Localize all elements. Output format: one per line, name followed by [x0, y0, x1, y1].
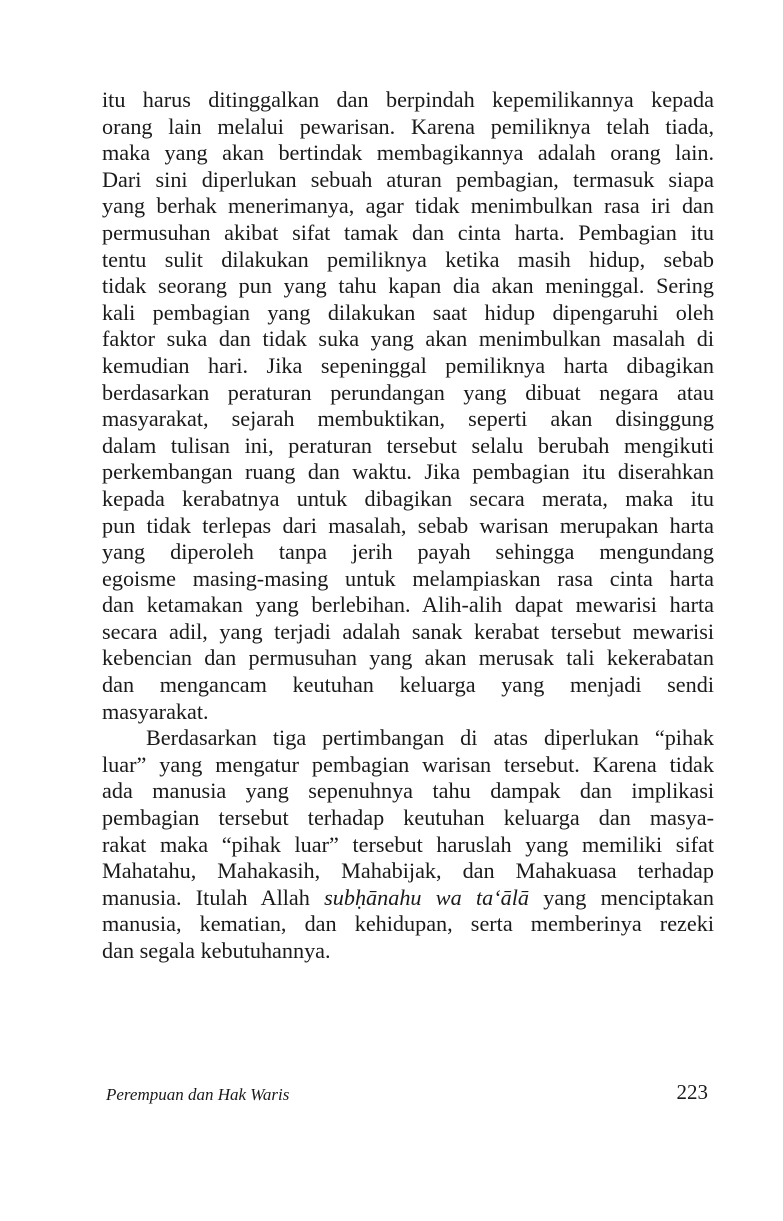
text-line: itu harus ditinggalkan dan berpindah kepemilikannya kepada — [102, 87, 714, 112]
text-line: dan ketamakan yang berlebihan. Alih-alih dapat mewarisi harta — [102, 592, 714, 618]
text-line: yang diperoleh tanpa jerih payah sehingga mengundang — [102, 539, 714, 565]
text-line: pembagian tersebut terhadap keutuhan keluarga dan masya- — [102, 805, 714, 831]
text-line: manusia, kematian, dan kehidupan, serta memberinya rezeki — [102, 911, 714, 937]
paragraph-2 — [102, 725, 714, 964]
running-footer-title: Perempuan dan Hak Waris — [106, 1085, 290, 1104]
text-line: Berdasarkan tiga pertimbangan di atas diperlukan “pihak — [146, 725, 714, 751]
text-line: dalam tulisan ini, peraturan tersebut selalu berubah mengikuti — [102, 432, 714, 458]
text-line: pun tidak terlepas dari masalah, sebab warisan merupakan harta — [102, 512, 714, 538]
paragraph-1 — [102, 87, 714, 725]
text-line: yang berhak menerimanya, agar tidak menimbulkan rasa iri dan — [102, 193, 714, 219]
text-line: Dari sini diperlukan sebuah aturan pembagian, termasuk siapa — [102, 166, 714, 192]
text-line: egoisme masing-masing untuk melampiaskan rasa cinta harta — [102, 565, 714, 591]
text-fragment: manusia. Itulah Allah — [102, 884, 325, 910]
text-line — [102, 885, 714, 912]
body-text — [102, 87, 714, 965]
text-line: tentu sulit dilakukan pemiliknya ketika masih hidup, sebab — [102, 246, 714, 272]
text-line: perkembangan ruang dan waktu. Jika pembagian itu diserahkan — [102, 459, 714, 485]
text-line: faktor suka dan tidak suka yang akan menimbulkan masalah di — [102, 326, 714, 352]
text-line: Mahatahu, Mahakasih, Mahabijak, dan Mahakuasa terhadap — [102, 858, 714, 884]
text-line: rakat maka “pihak luar” tersebut haruslah yang memiliki sifat — [102, 831, 714, 857]
text-line: permusuhan akibat sifat tamak dan cinta harta. Pembagian itu — [102, 219, 714, 245]
text-line: dan mengancam keutuhan keluarga yang menjadi sendi — [102, 672, 714, 698]
text-line: tidak seorang pun yang tahu kapan dia akan meninggal. Sering — [102, 273, 714, 299]
text-line: orang lain melalui pewarisan. Karena pemiliknya telah tiada, — [102, 113, 714, 139]
text-line: dan segala kebutuhannya. — [102, 938, 331, 963]
text-line: kali pembagian yang dilakukan saat hidup dipengaruhi oleh — [102, 299, 714, 325]
text-line: kebencian dan permusuhan yang akan merusak tali kekerabatan — [102, 645, 714, 671]
text-line: masyarakat, sejarah membuktikan, seperti akan disinggung — [102, 406, 714, 432]
text-line: masyarakat. — [102, 698, 209, 724]
transliteration-italic: subḥānahu wa ta‘ālā — [324, 884, 529, 910]
text-line: maka yang akan bertindak membagikannya adalah orang lain. — [102, 140, 714, 166]
text-line: luar” yang mengatur pembagian warisan tersebut. Karena tidak — [102, 751, 714, 777]
text-line: kepada kerabatnya untuk dibagikan secara merata, maka itu — [102, 485, 714, 511]
text-line: ada manusia yang sepenuhnya tahu dampak dan implikasi — [102, 778, 714, 804]
text-line: berdasarkan peraturan perundangan yang dibuat negara atau — [102, 379, 714, 405]
text-fragment: yang menciptakan — [528, 884, 715, 910]
text-line: kemudian hari. Jika sepeninggal pemiliknya harta dibagikan — [102, 352, 714, 378]
page-number: 223 — [676, 1080, 708, 1104]
text-line: secara adil, yang terjadi adalah sanak kerabat tersebut mewarisi — [102, 618, 714, 644]
